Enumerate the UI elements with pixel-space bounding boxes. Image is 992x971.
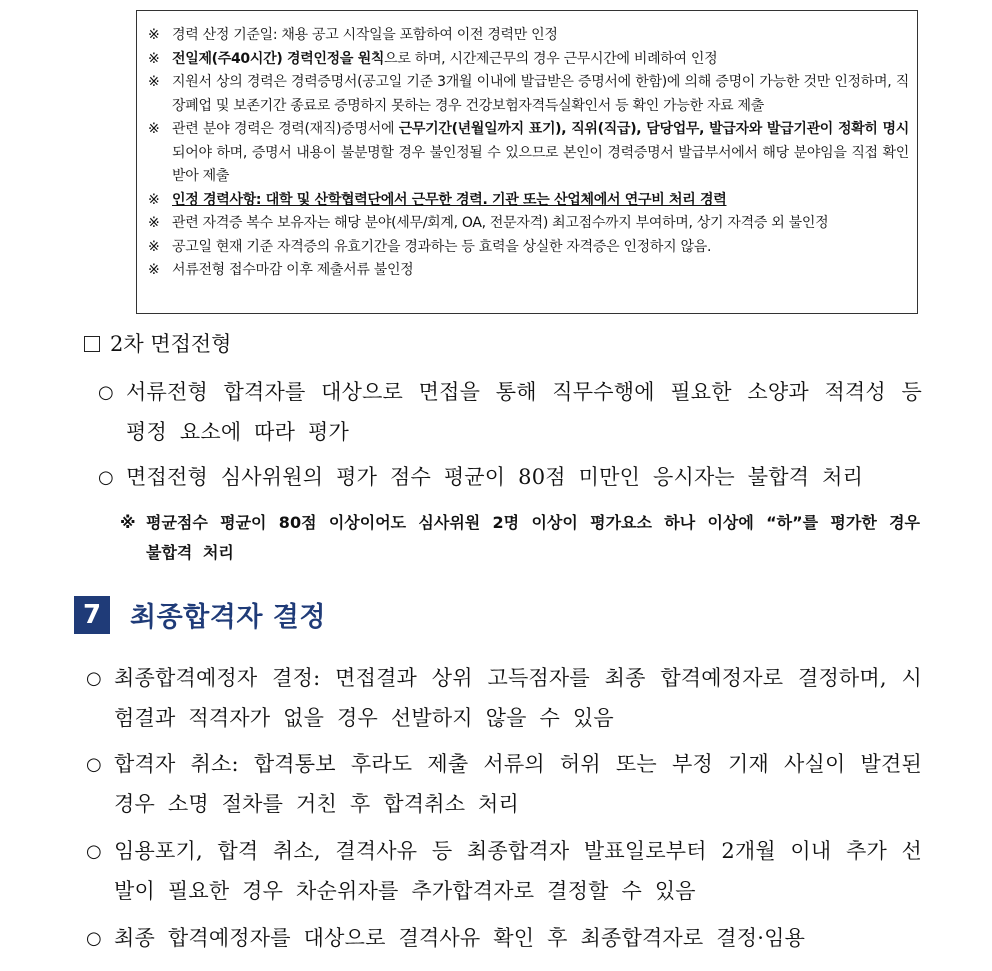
checkbox-square-icon bbox=[84, 336, 100, 352]
career-notes-box bbox=[136, 10, 918, 314]
final-bullet bbox=[86, 918, 922, 959]
note-mark: ※ bbox=[148, 191, 160, 208]
sub-note-text: 평균점수 평균이 80점 이상이어도 심사위원 2명 이상이 평가요소 하나 이상에 “하”를 평가한 경우 불합격 처리 bbox=[146, 513, 920, 562]
final-bullet-text: 최종 합격예정자를 대상으로 결격사유 확인 후 최종합격자로 결정·임용 bbox=[114, 926, 806, 950]
interview-bullet-text: 서류전형 합격자를 대상으로 면접을 통해 직무수행에 필요한 소양과 적격성 등 평정 요소에 따라 평가 bbox=[126, 380, 922, 444]
interview-heading-text: 2차 면접전형 bbox=[110, 332, 232, 356]
final-bullet-text: 임용포기, 합격 취소, 결격사유 등 최종합격자 발표일로부터 2개월 이내 추가 선발이 필요한 경우 차순위자를 추가합격자로 결정할 수 있음 bbox=[114, 839, 922, 903]
interview-bullet-text: 면접전형 심사위원의 평가 점수 평균이 80점 미만인 응시자는 불합격 처리 bbox=[126, 465, 864, 489]
note-item bbox=[148, 71, 909, 118]
circle-bullet-icon: ○ bbox=[98, 382, 114, 403]
final-bullet-text: 최종합격예정자 결정: 면접결과 상위 고득점자를 최종 합격예정자로 결정하며, 시험결과 적격자가 없을 경우 선발하지 않을 수 있음 bbox=[114, 666, 922, 730]
circle-bullet-icon: ○ bbox=[86, 668, 102, 689]
final-bullet bbox=[86, 744, 922, 824]
note-item bbox=[148, 118, 909, 189]
note-mark: ※ bbox=[148, 50, 160, 67]
section-number-badge: 7 bbox=[74, 596, 110, 634]
note-text: 인정 경력사항: 대학 및 산학협력단에서 근무한 경력. 기관 또는 산업체에서 연구비 처리 경력 bbox=[172, 191, 727, 208]
interview-bullet bbox=[98, 457, 922, 498]
note-item bbox=[148, 236, 909, 260]
note-mark: ※ bbox=[148, 121, 160, 137]
note-mark: ※ bbox=[148, 262, 160, 278]
note-text: 관련 분야 경력은 경력(재직)증명서에 근무기간(년월일까지 표기), 직위(직급), 담당업무, 발급자와 발급기관이 정확히 명시되어야 하며, 증명서 내용이 불분명할 경우 불인정될 수 있으므로 본인이 경력증명서 발급부서에서 해당 분야임을 직접 확인받아 제출 bbox=[172, 121, 909, 184]
note-mark: ※ bbox=[148, 215, 160, 231]
section-title: 최종합격자 결정 bbox=[130, 602, 326, 633]
note-text: 공고일 현재 기준 자격증의 유효기간을 경과하는 등 효력을 상실한 자격증은 인정하지 않음. bbox=[172, 238, 712, 255]
note-item bbox=[148, 48, 909, 72]
final-bullet-text: 합격자 취소: 합격통보 후라도 제출 서류의 허위 또는 부정 기재 사실이 발견된 경우 소명 절차를 거친 후 합격취소 처리 bbox=[114, 752, 922, 816]
note-text: 전일제(주40시간) 경력인정을 원칙으로 하며, 시간제근무의 경우 근무시간에 비례하여 인정 bbox=[172, 50, 718, 67]
interview-bullet bbox=[98, 372, 922, 452]
note-text: 경력 산정 기준일: 채용 공고 시작일을 포함하여 이전 경력만 인정 bbox=[172, 27, 558, 43]
section-7-heading bbox=[74, 595, 326, 634]
circle-bullet-icon: ○ bbox=[86, 754, 102, 775]
note-item bbox=[148, 189, 909, 213]
interview-heading bbox=[84, 330, 231, 358]
final-bullet bbox=[86, 831, 922, 911]
note-item bbox=[148, 259, 909, 283]
note-mark: ※ bbox=[148, 27, 160, 43]
note-mark: ※ bbox=[148, 74, 160, 90]
circle-bullet-icon: ○ bbox=[98, 467, 114, 488]
final-bullet bbox=[86, 658, 922, 738]
note-mark: ※ bbox=[148, 238, 160, 255]
note-item bbox=[148, 24, 909, 48]
circle-bullet-icon: ○ bbox=[86, 928, 102, 949]
note-item bbox=[148, 212, 909, 236]
circle-bullet-icon: ○ bbox=[86, 841, 102, 862]
note-text: 지원서 상의 경력은 경력증명서(공고일 기준 3개월 이내에 발급받은 증명서에 한함)에 의해 증명이 가능한 것만 인정하며, 직장폐업 및 보존기간 종료로 증명하지 못하는 경우 건강보험자격득실확인서 등 확인 가능한 자료 제출 bbox=[172, 74, 909, 114]
note-text: 서류전형 접수마감 이후 제출서류 불인정 bbox=[172, 262, 414, 278]
note-mark: ※ bbox=[120, 513, 136, 532]
note-text: 관련 자격증 복수 보유자는 해당 분야(세무/회계, OA, 전문자격) 최고점수까지 부여하며, 상기 자격증 외 불인정 bbox=[172, 215, 829, 231]
interview-sub-note bbox=[120, 508, 920, 568]
